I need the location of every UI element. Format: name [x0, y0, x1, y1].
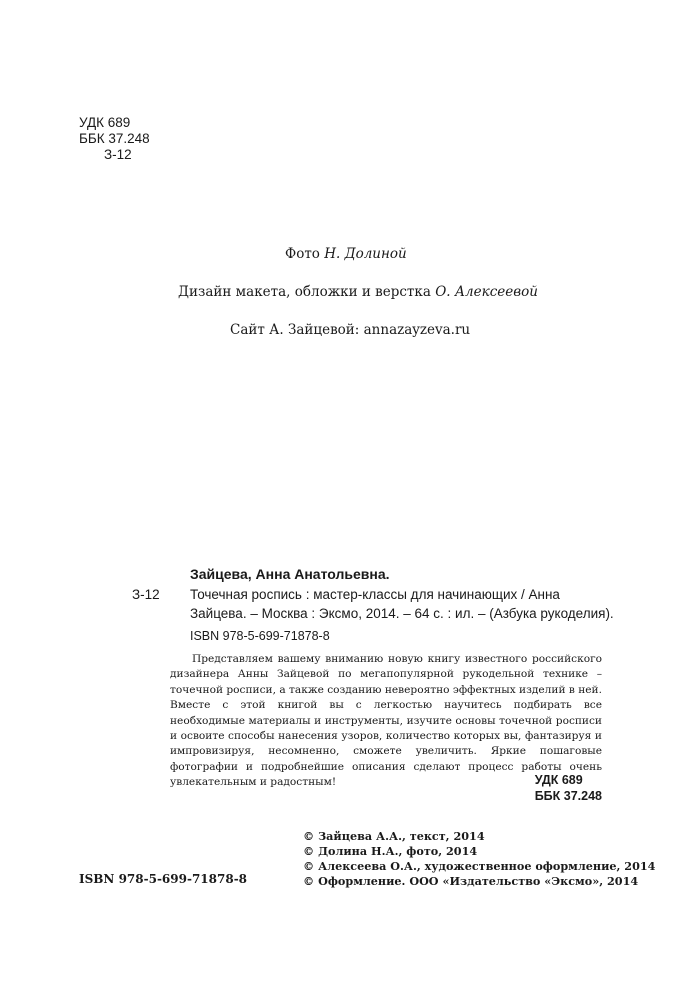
book-annotation: Представляем вашему вниманию новую книгу известного российского дизайнера Анны Зайцевой по мегапопулярной рукодельной технике – точечной росписи, а также созданию невероятно эффектных изделий в ней. Вместе с этой книгой вы с легкостью научитесь подбирать все необходимые материалы и инструменты, изучите основы точечной росписи и освоите способы нанесения узоров, количество которых вы, фантазируя и импровизируя, несомненно, сможете увеличить. Яркие пошаговые фотографии и подробнейшие описания сделают процесс работы очень увлекательным и радостным!: [170, 653, 602, 789]
author-mark: З-12: [104, 147, 132, 162]
card-author: Зайцева, Анна Анатольевна.: [190, 566, 390, 582]
udk-code: УДК 689: [79, 115, 131, 130]
classification-codes-card: [535, 772, 602, 804]
card-isbn: ISBN 978-5-699-71878-8: [190, 629, 330, 643]
photo-credit-label: Фото: [285, 246, 325, 262]
isbn-bottom: ISBN 978-5-699-71878-8: [79, 872, 248, 886]
card-udk-code: УДК 689: [534, 773, 583, 787]
author-site: Сайт А. Зайцевой: annazayzeva.ru: [230, 322, 471, 338]
copyright-line: © Алексеева О.А., художественное оформление, 2014: [303, 859, 656, 873]
design-credit-label: Дизайн макета, обложки и верстка: [178, 284, 436, 300]
copyright-line: © Оформление. ООО «Издательство «Эксмо», 2014: [303, 874, 639, 888]
bbk-code: ББК 37.248: [79, 131, 150, 146]
card-bbk-code: ББК 37.248: [534, 789, 602, 803]
classification-codes-top: [79, 115, 150, 163]
card-title-line-1: Точечная роспись : мастер-классы для начинающих / Анна: [190, 587, 560, 602]
design-credit-name: О. Алексеевой: [435, 284, 538, 300]
design-credit: [178, 284, 538, 300]
copyright-line: © Зайцева А.А., текст, 2014: [303, 829, 485, 843]
card-title-line-2: Зайцева. – Москва : Эксмо, 2014. – 64 с. : ил. – (Азбука рукоделия).: [190, 606, 614, 621]
photo-credit-name: Н. Долиной: [324, 246, 407, 262]
copyright-line: © Долина Н.А., фото, 2014: [303, 844, 478, 858]
photo-credit: [285, 246, 407, 262]
card-author-mark: З-12: [132, 587, 160, 602]
copyright-block: [303, 829, 655, 889]
